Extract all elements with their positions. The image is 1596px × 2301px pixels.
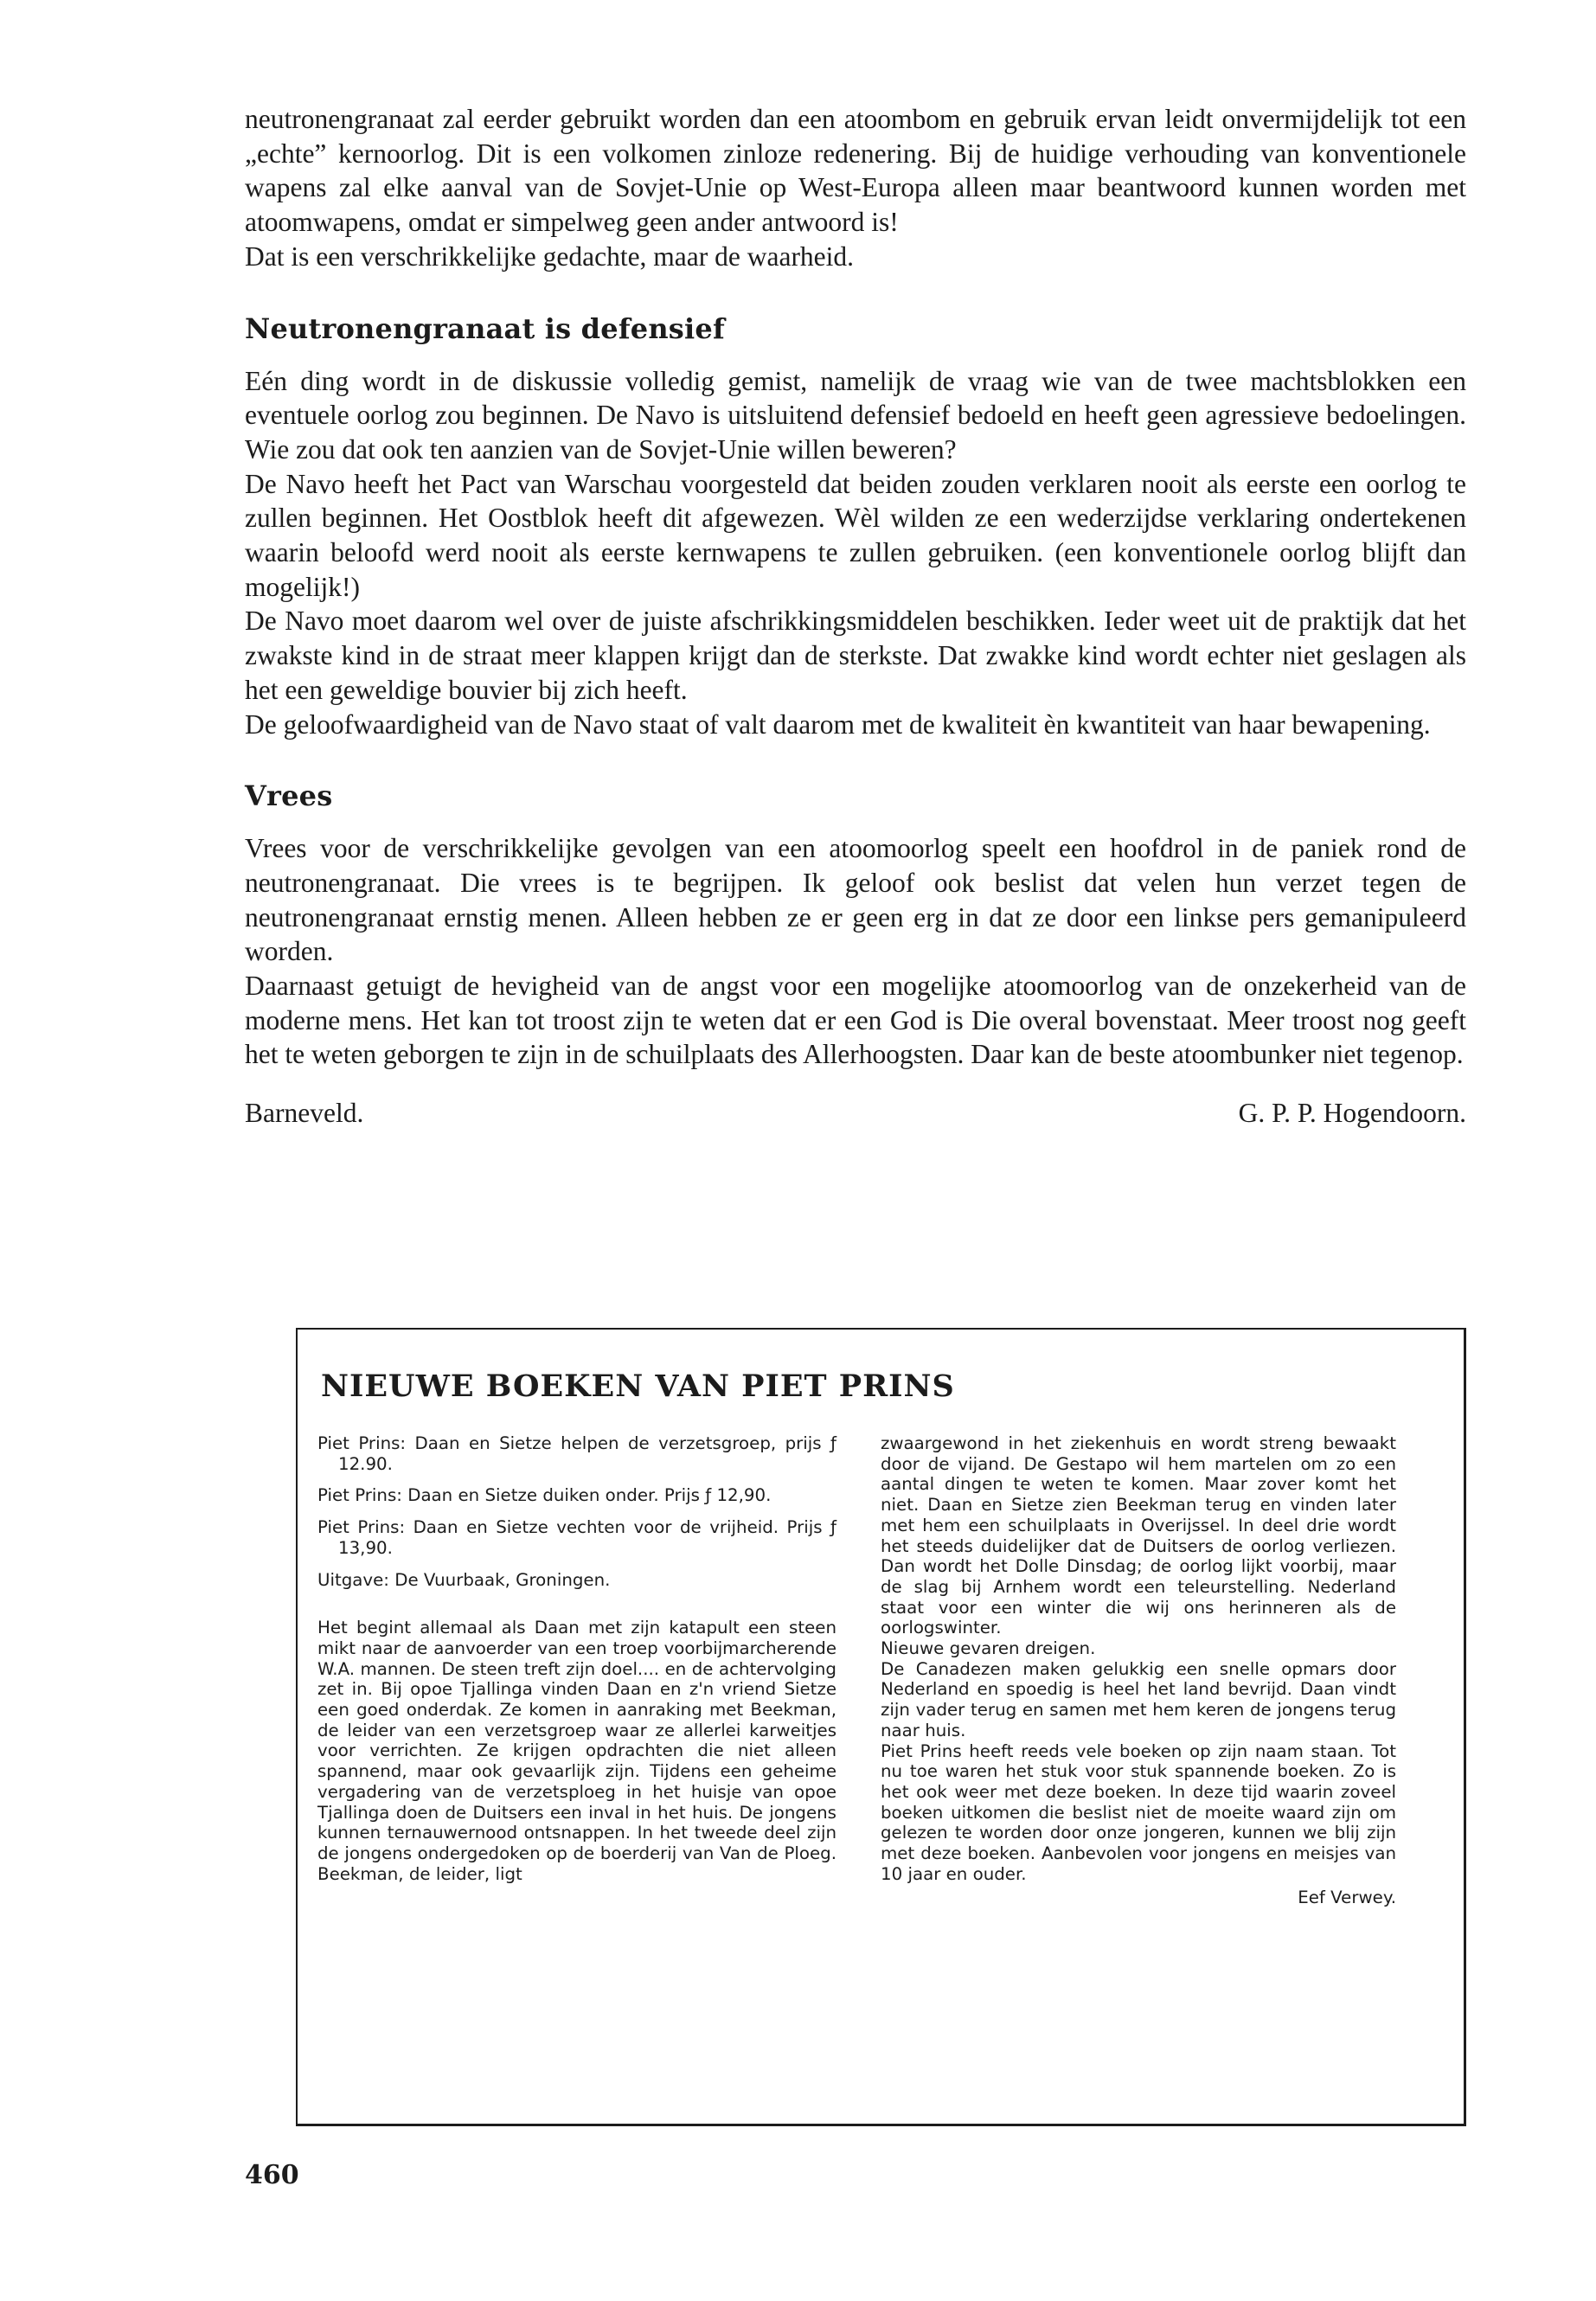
- book-review-box: [296, 1328, 1466, 2126]
- article-paragraph: Eén ding wordt in de diskussie volledig gemist, namelijk de vraag wie van de twee machtsblokken een eventuele oorlog zou beginnen. De Navo is uitsluitend defensief bedoeld en heeft geen agressieve bedoelingen. Wie zou dat ook ten aanzien van de Sovjet-Unie willen beweren?: [245, 365, 1466, 465]
- article-place: Barneveld.: [245, 1098, 364, 1129]
- review-paragraph: Piet Prins heeft reeds vele boeken op zijn naam staan. Tot nu toe waren het stuk voor stuk spannende boeken. Zo is het ook weer met deze boeken. In deze tijd waarin zoveel boeken uitkomen die beslist niet de moeite waard zijn om gelezen te worden door onze jongeren, kunnen we blij zijn met deze boeken. Aanbevolen voor jongens en meisjes van 10 jaar en ouder.: [881, 1740, 1396, 1884]
- review-left-column: [317, 1433, 836, 1884]
- article-paragraph: Daarnaast getuigt de hevigheid van de angst voor een mogelijke atoomoorlog van de onzekerheid van de moderne mens. Het kan tot troost zijn te weten dat er een God is Die overal bovenstaat. Meer troost nog geeft het te weten geborgen te zijn in de schuilplaats des Allerhoogsten. Daar kan de beste atoombunker niet tegenop.: [245, 971, 1466, 1070]
- review-paragraph: zwaargewond in het ziekenhuis en wordt streng bewaakt door de vijand. De Gestapo wil hem martelen om zo een aantal dingen te weten te komen. Maar zover komt het niet. Daan en Sietze zien Beekman terug en vinden later met hem een schuilplaats in Overijssel. In deel drie wordt het steeds duidelijker dat de Duitsers de oorlog verliezen. Dan wordt het Dolle Dinsdag; de oorlog lijkt voorbij, maar de slag bij Arnhem wordt een teleurstelling. Nederland staat voor een winter die wij ons herinneren als de oorlogswinter.: [881, 1433, 1396, 1638]
- review-right-column: [881, 1433, 1396, 1908]
- article-paragraph: De Navo heeft het Pact van Warschau voorgesteld dat beiden zouden verklaren nooit als eerste een oorlog te zullen beginnen. Het Oostblok heeft dit afgewezen. Wèl wilden ze een wederzijdse verklaring ondertekenen waarin beloofd werd nooit als eerste kernwapens te zullen gebruiken. (een konventionele oorlog blijft dan mogelijk!): [245, 468, 1466, 602]
- review-paragraph: De Canadezen maken gelukkig een snelle opmars door Nederland en spoedig is heel het land bevrijd. Daan vindt zijn vader terug en samen met hem keren de jongens terug naar huis.: [881, 1658, 1396, 1740]
- article-paragraph: De Navo moet daarom wel over de juiste afschrikkingsmiddelen beschikken. Ieder weet uit de praktijk dat het zwakste kind in de straat meer klappen krijgt dan de sterkste. Dat zwakke kind wordt echter niet geslagen als het een geweldige bouvier bij zich heeft.: [245, 606, 1466, 705]
- reviewer-name: Eef Verwey.: [1298, 1888, 1396, 1908]
- book-entry: Piet Prins: Daan en Sietze helpen de verzetsgroep, prijs ƒ 12.90.: [317, 1433, 836, 1474]
- article-paragraph: Vrees voor de verschrikkelijke gevolgen van een atoomoorlog speelt een hoofdrol in de paniek rond de neutronengranaat. Die vrees is te begrijpen. Ik geloof ook beslist dat velen hun verzet tegen de neutronengranaat ernstig menen. Alleen hebben ze er geen erg in dat ze door een linkse pers gemanipuleerd worden.: [245, 833, 1466, 967]
- review-paragraph: Nieuwe gevaren dreigen.: [881, 1638, 1096, 1659]
- article-paragraph: De geloofwaardigheid van de Navo staat of valt daarom met de kwaliteit èn kwantiteit van haar bewapening.: [245, 708, 1431, 740]
- section-heading-defensief: Neutronengranaat is defensief: [245, 311, 725, 345]
- book-entry: Piet Prins: Daan en Sietze vechten voor de vrijheid. Prijs ƒ 13,90.: [317, 1517, 836, 1558]
- article-paragraph: neutronengranaat zal eerder gebruikt worden dan een atoombom en gebruik ervan leidt onvermijdelijk tot een „echte” kernoorlog. Dit is een volkomen zinloze redenering. Bij de huidige verhouding van konventionele wapens zal elke aanval van de Sovjet-Unie op West-Europa alleen maar beantwoord kunnen worden met atoomwapens, omdat er simpelweg geen ander antwoord is!: [245, 104, 1466, 238]
- review-title: NIEUWE BOEKEN VAN PIET PRINS: [321, 1368, 955, 1404]
- article-body: [245, 102, 1466, 1131]
- article-paragraph: Dat is een verschrikkelijke gedachte, maar de waarheid.: [245, 240, 855, 272]
- article-author: G. P. P. Hogendoorn.: [1238, 1098, 1466, 1129]
- book-entry: Piet Prins: Daan en Sietze duiken onder. Prijs ƒ 12,90.: [317, 1485, 772, 1506]
- section-heading-vrees: Vrees: [245, 779, 333, 813]
- article-signature: [245, 1096, 1466, 1131]
- review-paragraph: Het begint allemaal als Daan met zijn katapult een steen mikt naar de aanvoerder van een troep voorbijmarcherende W.A. mannen. De steen treft zijn doel.... en de achtervolging zet in. Bij opoe Tjallinga vinden Daan en z'n vriend Sietze een goed onderdak. Ze komen in aanraking met Beekman, de leider van een verzetsgroep waar ze allerlei karweitjes voor verrichten. Ze krijgen opdrachten die niet alleen spannend, maar ook gevaarlijk zijn. Tijdens een geheime vergadering van de verzetsploeg in het huisje van opoe Tjallinga doen de Duitsers een inval in het huis. De jongens kunnen ternauwernood ontsnappen. In het tweede deel zijn de jongens ondergedoken op de boerderij van Van de Ploeg. Beekman, de leider, ligt: [317, 1618, 836, 1884]
- page-number: 460: [245, 2160, 299, 2190]
- publisher: Uitgave: De Vuurbaak, Groningen.: [317, 1569, 611, 1590]
